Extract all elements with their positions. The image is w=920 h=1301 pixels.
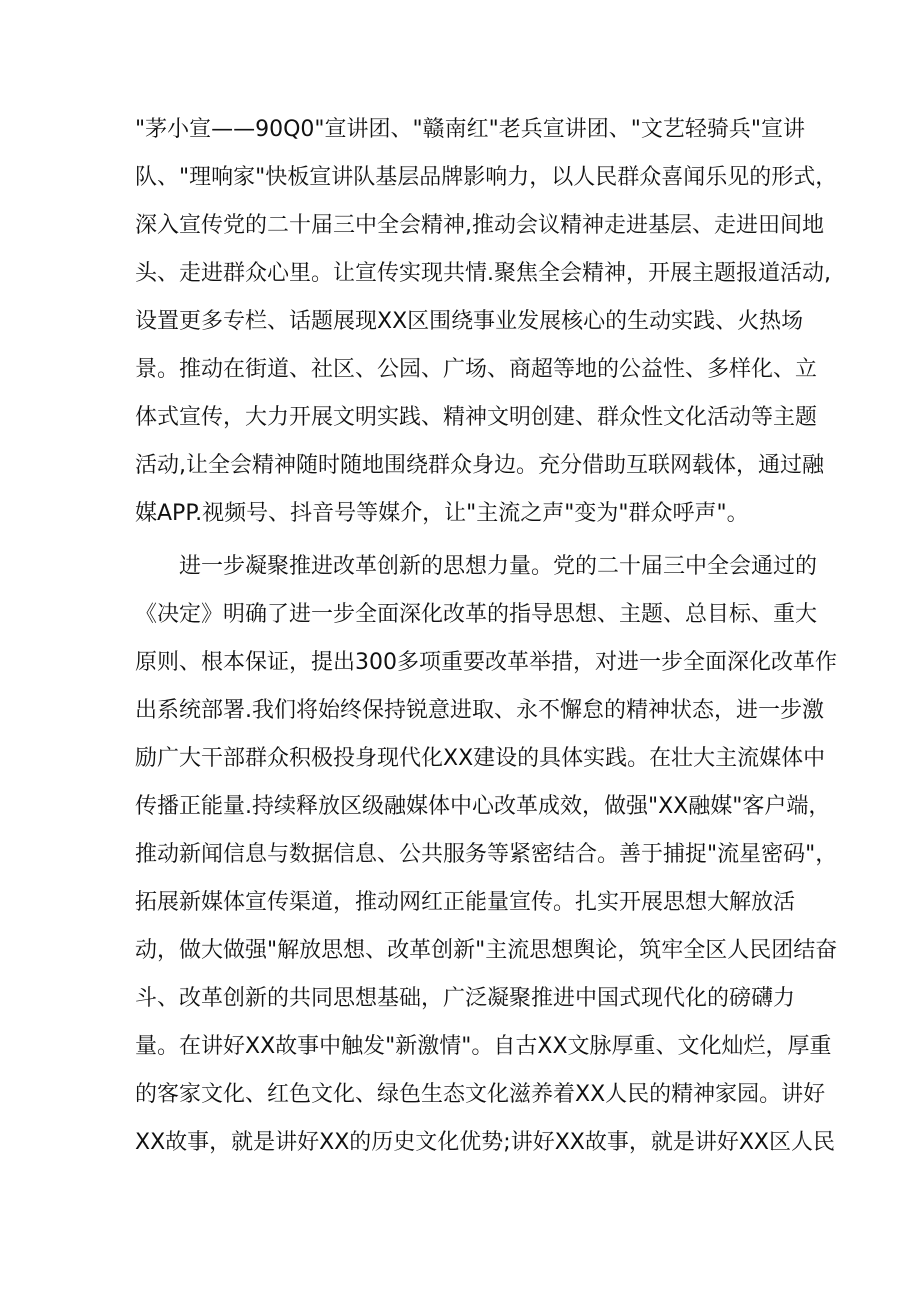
text-line: 《决定》明确了进一步全面深化改革的指导思想、主题、总目标、重大 <box>135 602 818 627</box>
text-line: 励广大干部群众积极投身现代化XX建设的具体实践。在壮大主流媒体中 <box>135 746 826 771</box>
text-line: 原则、根本保证，提出300多项重要改革举措，对进一步全面深化改革作 <box>135 650 837 675</box>
text-line: 景。推动在街道、社区、公园、广场、商超等地的公益性、多样化、立 <box>135 357 818 382</box>
text-line: 媒APP.视频号、抖音号等媒介，让"主流之声"变为"群众呼声"。 <box>135 501 749 526</box>
paragraph-first-line: 进一步凝聚推进改革创新的思想力量。党的二十届三中全会通过的 <box>135 554 818 579</box>
text-line: "茅小宣——90Q0"宣讲团、"赣南红"老兵宣讲团、"文艺轻骑兵"宣讲 <box>135 117 806 142</box>
text-line: 头、走进群众心里。让宣传实现共情.聚焦全会精神，开展主题报道活动, <box>135 261 831 286</box>
text-line: 活动,让全会精神随时随地围绕群众身边。充分借助互联网载体，通过融 <box>135 453 824 478</box>
text-line: 体式宣传，大力开展文明实践、精神文明创建、群众性文化活动等主题 <box>135 405 818 430</box>
text-line: 的客家文化、红色文化、绿色生态文化滋养着XX人民的精神家园。讲好 <box>135 1082 826 1107</box>
text-line: 出系统部署.我们将始终保持锐意进取、永不懈怠的精神状态，进一步激 <box>135 698 824 723</box>
text-line: 动，做大做强"解放思想、改革创新"主流思想舆论，筑牢全区人民团结奋 <box>135 938 838 963</box>
text-line: 传播正能量.持续释放区级融媒体中心改革成效，做强"XX融媒"客户端， <box>135 794 831 819</box>
text-line: 深入宣传党的二十届三中全会精神,推动会议精神走进基层、走进田间地 <box>135 213 824 238</box>
text-line: XX故事，就是讲好XX的历史文化优势;讲好XX故事，就是讲好XX区人民 <box>135 1130 835 1155</box>
text-line: 推动新闻信息与数据信息、公共服务等紧密结合。善于捕捉"流星密码"， <box>135 842 838 867</box>
text-line: 斗、改革创新的共同思想基础，广泛凝聚推进中国式现代化的磅礴力 <box>135 986 796 1011</box>
text-line: 量。在讲好XX故事中触发"新激情"。自古XX文脉厚重、文化灿烂，厚重 <box>135 1034 832 1059</box>
text-line: 设置更多专栏、话题展现XX区围绕事业发展核心的生动实践、火热场 <box>135 309 804 334</box>
text-line: 拓展新媒体宣传渠道，推动网红正能量宣传。扎实开展思想大解放活 <box>135 890 796 915</box>
text-line: 队、"理响家"快板宣讲队基层品牌影响力，以人民群众喜闻乐见的形式， <box>135 165 838 190</box>
